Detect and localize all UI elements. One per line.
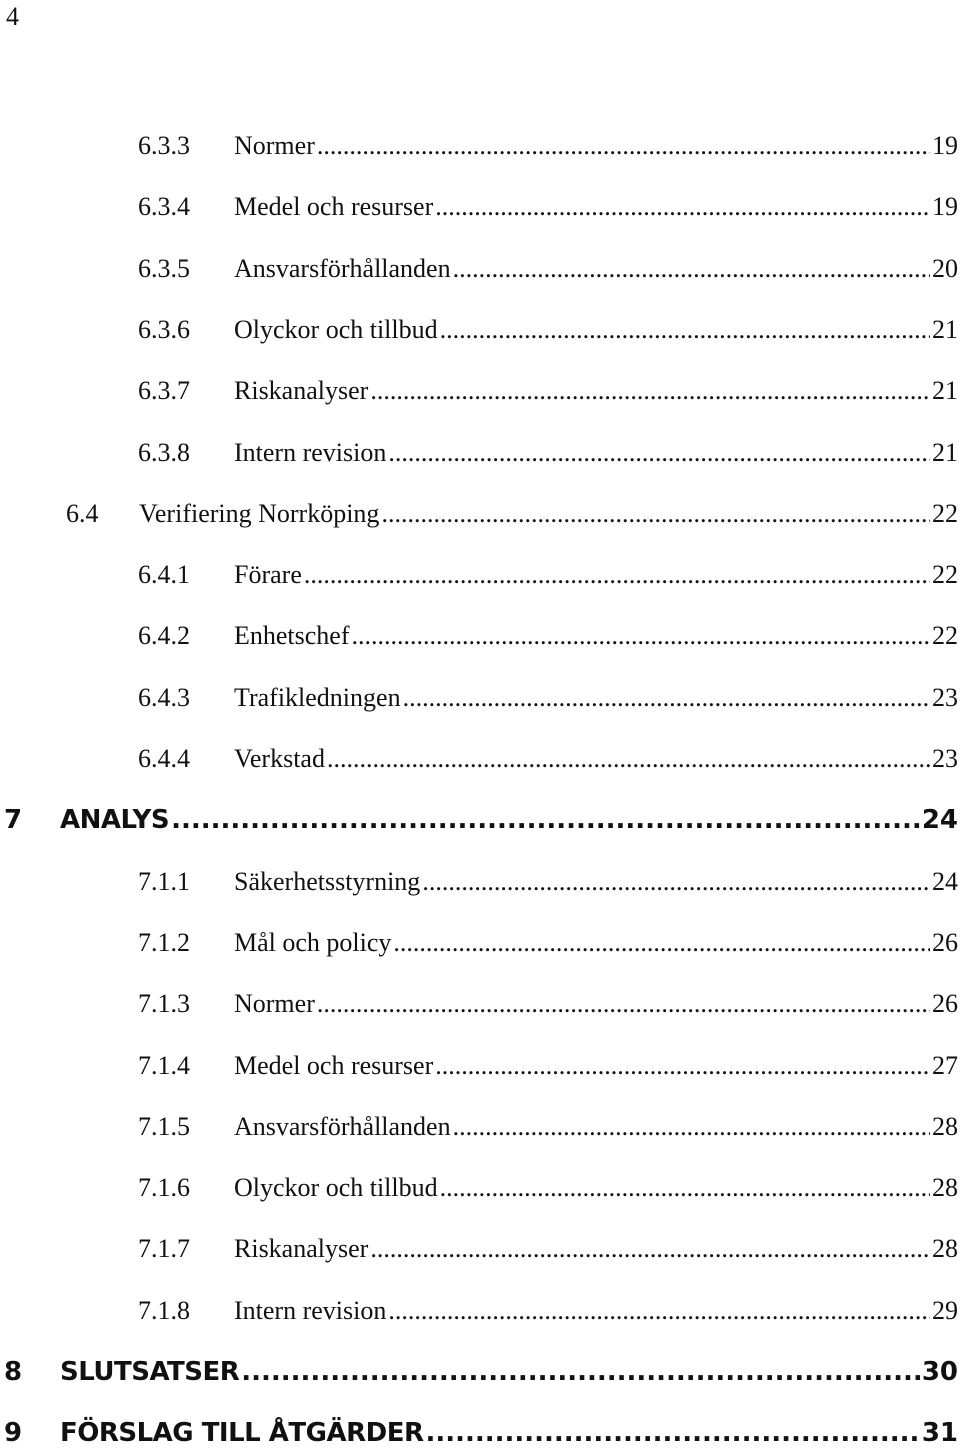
toc-entry[interactable] — [0, 987, 960, 1021]
toc-entry-title: Mål och policy — [234, 928, 392, 957]
toc-dot-leader — [403, 681, 930, 715]
toc-dot-leader — [171, 803, 920, 837]
toc-dot-leader — [381, 497, 930, 531]
toc-entry-page: 19 — [932, 131, 958, 160]
toc-dot-leader — [440, 313, 930, 347]
toc-entry-number: 7.1.5 — [138, 1112, 190, 1141]
toc-entry-number: 7.1.6 — [138, 1173, 190, 1202]
toc-dot-leader — [440, 1171, 930, 1205]
toc-dot-leader — [327, 742, 930, 776]
toc-entry-page: 26 — [932, 989, 958, 1018]
toc-entry[interactable] — [0, 129, 960, 163]
toc-dot-leader — [317, 987, 930, 1021]
toc-entry-number: 6.3.5 — [138, 254, 190, 283]
toc-entry-line — [60, 1416, 958, 1450]
toc-entry-page: 21 — [932, 438, 958, 467]
toc-entry-number: 7.1.2 — [138, 928, 190, 957]
toc-entry-number: 7.1.7 — [138, 1234, 190, 1263]
toc-entry-line — [60, 803, 958, 837]
toc-entry[interactable] — [0, 374, 960, 408]
toc-entry-page: 21 — [932, 376, 958, 405]
toc-entry-title: Riskanalyser — [234, 376, 369, 405]
toc-dot-leader — [453, 252, 930, 286]
toc-entry[interactable] — [0, 1171, 960, 1205]
toc-entry[interactable] — [0, 252, 960, 286]
toc-entry[interactable] — [0, 313, 960, 347]
toc-entry[interactable] — [0, 1110, 960, 1144]
toc-entry-number: 7.1.4 — [138, 1051, 190, 1080]
toc-entry-number: 6.4.2 — [138, 621, 190, 650]
toc-entry-page: 30 — [921, 1357, 958, 1387]
toc-entry-line — [234, 926, 958, 960]
toc-entry-line — [234, 190, 958, 224]
toc-entry-number: 6.3.8 — [138, 438, 190, 467]
toc-entry-page: 20 — [932, 254, 958, 283]
toc-entry-line — [234, 129, 958, 163]
toc-entry-number: 6.3.6 — [138, 315, 190, 344]
toc-entry-number: 6.3.4 — [138, 192, 190, 221]
toc-entry-title: Ansvarsförhållanden — [234, 1112, 451, 1141]
toc-dot-leader — [388, 436, 930, 470]
toc-entry-page: 19 — [932, 192, 958, 221]
toc-entry-title: Riskanalyser — [234, 1234, 369, 1263]
toc-entry-page: 23 — [932, 744, 958, 773]
toc-entry-title: Intern revision — [234, 1296, 387, 1325]
toc-entry[interactable] — [0, 742, 960, 776]
toc-entry-title: Olyckor och tillbud — [234, 315, 438, 344]
toc-entry-line — [234, 558, 958, 592]
toc-dot-leader — [352, 619, 930, 653]
toc-entry-title: ANALYS — [60, 805, 170, 835]
toc-entry-title: SLUTSATSER — [60, 1357, 240, 1387]
toc-entry-number: 6.4.4 — [138, 744, 190, 773]
toc-dot-leader — [304, 558, 930, 592]
toc-entry-page: 26 — [932, 928, 958, 957]
toc-entry[interactable] — [0, 926, 960, 960]
toc-entry-title: FÖRSLAG TILL ÅTGÄRDER — [60, 1418, 424, 1448]
toc-entry-line — [234, 1232, 958, 1266]
toc-entry-line — [60, 1355, 958, 1389]
toc-entry-line — [234, 313, 958, 347]
toc-entry-page: 29 — [932, 1296, 958, 1325]
toc-dot-leader — [317, 129, 930, 163]
toc-dot-leader — [393, 926, 930, 960]
toc-dot-leader — [388, 1294, 930, 1328]
toc-entry-page: 28 — [932, 1173, 958, 1202]
toc-entry-title: Säkerhetsstyrning — [234, 867, 421, 896]
toc-entry-page: 23 — [932, 683, 958, 712]
toc-dot-leader — [370, 1232, 930, 1266]
toc-entry-line — [234, 865, 958, 899]
toc-dot-leader — [426, 1416, 920, 1450]
toc-entry-page: 31 — [921, 1418, 958, 1448]
toc-dot-leader — [435, 190, 930, 224]
toc-entry-page: 22 — [932, 621, 958, 650]
toc-entry-title: Förare — [234, 560, 302, 589]
toc-entry-title: Intern revision — [234, 438, 387, 467]
toc-entry[interactable] — [0, 1355, 960, 1389]
toc-entry[interactable] — [0, 1294, 960, 1328]
toc-entry-number: 7.1.1 — [138, 867, 190, 896]
toc-dot-leader — [435, 1049, 930, 1083]
toc-entry-page: 24 — [932, 867, 958, 896]
toc-entry-line — [234, 1294, 958, 1328]
toc-entry-number: 6.3.3 — [138, 131, 190, 160]
page-number: 4 — [6, 2, 19, 31]
toc-entry-page: 24 — [921, 805, 958, 835]
toc-entry-title: Normer — [234, 989, 315, 1018]
toc-entry[interactable] — [0, 681, 960, 715]
toc-entry-number: 6.4.1 — [138, 560, 190, 589]
toc-entry-line — [234, 619, 958, 653]
toc-entry-number: 9 — [4, 1418, 23, 1448]
toc-dot-leader — [370, 374, 930, 408]
toc-entry-line — [234, 1171, 958, 1205]
toc-entry[interactable] — [0, 436, 960, 470]
toc-entry-page: 28 — [932, 1112, 958, 1141]
toc-entry-line — [234, 987, 958, 1021]
toc-dot-leader — [453, 1110, 930, 1144]
toc-entry-number: 8 — [4, 1357, 23, 1387]
toc-dot-leader — [422, 865, 930, 899]
toc-entry[interactable] — [0, 865, 960, 899]
toc-dot-leader — [241, 1355, 920, 1389]
toc-entry-number: 7 — [4, 805, 23, 835]
toc-entry-title: Medel och resurser — [234, 192, 434, 221]
toc-entry-title: Trafikledningen — [234, 683, 401, 712]
toc-entry-page: 22 — [932, 560, 958, 589]
toc-entry-page: 22 — [932, 499, 958, 528]
toc-entry-title: Verifiering Norrköping — [139, 499, 380, 528]
toc-entry-page: 27 — [932, 1051, 958, 1080]
toc-entry-line — [234, 681, 958, 715]
toc-entry[interactable] — [0, 1232, 960, 1266]
toc-entry-line — [234, 374, 958, 408]
toc-entry[interactable] — [0, 1049, 960, 1083]
toc-entry-title: Verkstad — [234, 744, 325, 773]
toc-entry[interactable] — [0, 1416, 960, 1450]
toc-entry-page: 21 — [932, 315, 958, 344]
toc-entry-line — [234, 1049, 958, 1083]
toc-entry[interactable] — [0, 497, 960, 531]
toc-entry-line — [234, 252, 958, 286]
toc-entry-title: Ansvarsförhållanden — [234, 254, 451, 283]
toc-entry-number: 6.3.7 — [138, 376, 190, 405]
toc-entry-number: 6.4 — [66, 499, 99, 528]
toc-entry-line — [234, 1110, 958, 1144]
toc-entry-title: Enhetschef — [234, 621, 350, 650]
toc-entry-page: 28 — [932, 1234, 958, 1263]
toc-entry-number: 7.1.8 — [138, 1296, 190, 1325]
toc-entry-line — [234, 742, 958, 776]
toc-entry[interactable] — [0, 558, 960, 592]
toc-entry-line — [139, 497, 958, 531]
toc-entry[interactable] — [0, 190, 960, 224]
toc-entry-number: 6.4.3 — [138, 683, 190, 712]
toc-entry[interactable] — [0, 619, 960, 653]
toc-entry-number: 7.1.3 — [138, 989, 190, 1018]
toc-entry[interactable] — [0, 803, 960, 837]
toc-entry-title: Medel och resurser — [234, 1051, 434, 1080]
toc-entry-title: Olyckor och tillbud — [234, 1173, 438, 1202]
toc-entry-line — [234, 436, 958, 470]
toc-entry-title: Normer — [234, 131, 315, 160]
